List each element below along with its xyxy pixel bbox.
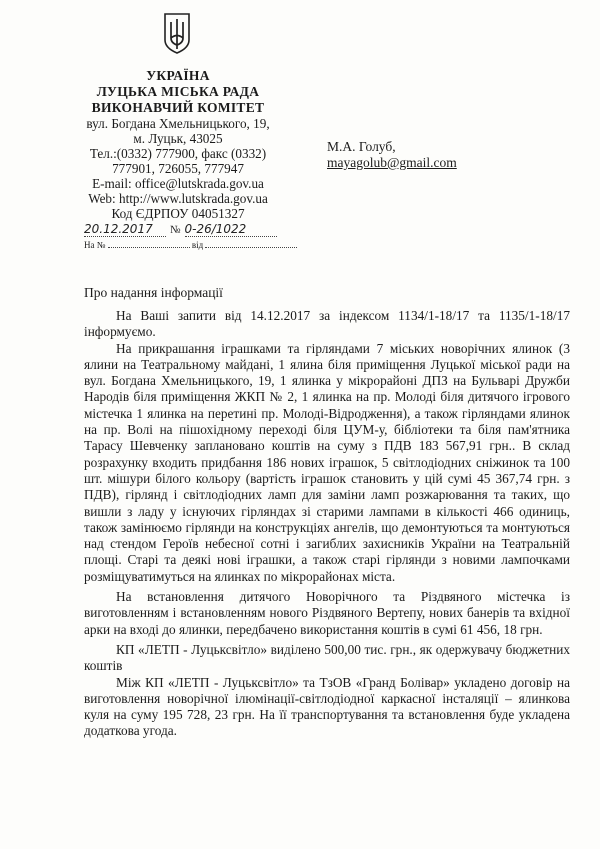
coat-of-arms-icon (162, 12, 192, 54)
paragraph-intro: На Ваші запити від 14.12.2017 за індексом 1134/1-18/17 та 1135/1-18/17 інформуємо. (84, 308, 570, 340)
paragraph-contract: Між КП «ЛЕТП - Луцьксвітло» та ТзОВ «Гранд Болівар» укладено договір на виготовлення новорічної ілюмінації-світлодіодної каркасної інсталяції – ялинкова куля на суму 195 728, 23 грн. На її транспортування та встановлення буде укладена додаткова угода. (84, 674, 570, 739)
reference-line (84, 240, 297, 250)
addressee-name: М.А. Голуб, (327, 139, 396, 154)
letterhead-email: E-mail: office@lutskrada.gov.ua (92, 176, 264, 191)
ref-from-label: від (191, 240, 204, 250)
ref-no-field (108, 247, 190, 248)
outgoing-no-prefix: № (170, 224, 181, 236)
letterhead-council: ЛУЦЬКА МІСЬКА РАДА (96, 84, 260, 99)
letterhead-city: м. Луцьк, 43025 (133, 131, 223, 146)
letter-body (84, 308, 570, 740)
paragraph-christmas-town: На встановлення дитячого Новорічного та Різдвяного містечка із виготовленням і встановленням нового Різдвяного Вертепу, нових банерів та вхідної арки на вході до ялинки, передбачено використання коштів в сумі 61 456, 18 грн. (84, 589, 570, 637)
letterhead-web: Web: http://www.lutskrada.gov.ua (88, 191, 268, 206)
letterhead-phone1: Тел.:(0332) 777900, факс (0332) (89, 146, 267, 161)
paragraph-budget: КП «ЛЕТП - Луцьксвітло» виділено 500,00 тис. грн., як одержувачу бюджетних коштів (84, 641, 570, 674)
letterhead-phone2: 777901, 726055, 777947 (112, 161, 244, 176)
ref-no-label: На № (84, 240, 106, 250)
outgoing-number: 0-26/1022 (185, 222, 277, 237)
letterhead-edrpou: Код ЄДРПОУ 04051327 (111, 206, 245, 221)
outgoing-date: 20.12.2017 (84, 222, 166, 237)
paragraph-decorations: На прикрашання іграшками та гірляндами 7 міських новорічних ялинок (3 ялини на Театральному майдані, 1 ялина біля приміщення Луцької міської ради на вул. Богдана Хмельницького, 19, 1 ялинка у мікрорайоні ДПЗ на Бульварі Дружби Народів біля приміщення ЖКП № 2, 1 ялинка на пр. Молоді біля дитячого ігрового містечка 1 ялинка на перетині пр. Молоді-Відродження), а також гірляндами ялинок на пр. Волі на пішохідному переході біля ЦУМ-у, бібліотеки та біля пам'ятника Тарасу Шевченку заплановано коштів на суму з ПДВ 183 567,91 грн.. В склад розрахунку входить придбання 186 нових іграшок, 5 світлодіодних сніжинок та 100 шт. мішури білого кольору (вартість іграшок становить у цій сумі 45 367,74 грн. з ПДВ), гірлянд і світлодіодних ламп для заміни ламп розжарювання та таких, що вишли з ладу у існуючих гірляндах зі старими лампами в кількості 466 одиниць, також замінюємо гірлянди на конструкціях ангелів, що демонтуються та монтуються над стендом Героїв небесної сотні і загиблих захисників України на Театральній площі. Старі та деякі нові іграшки, а також старі гірлянди з новими лампочками розміщуватимуться на ялинках по мікрорайонах міста. (84, 340, 570, 584)
subject: Про надання інформації (84, 285, 223, 300)
letterhead-street: вул. Богдана Хмельницького, 19, (86, 116, 270, 131)
addressee-email: mayagolub@gmail.com (327, 155, 457, 170)
outgoing-registration (84, 220, 277, 238)
letterhead-country: УКРАЇНА (146, 68, 210, 83)
letterhead-committee: ВИКОНАВЧИЙ КОМІТЕТ (91, 100, 265, 115)
ref-from-field (205, 247, 297, 248)
